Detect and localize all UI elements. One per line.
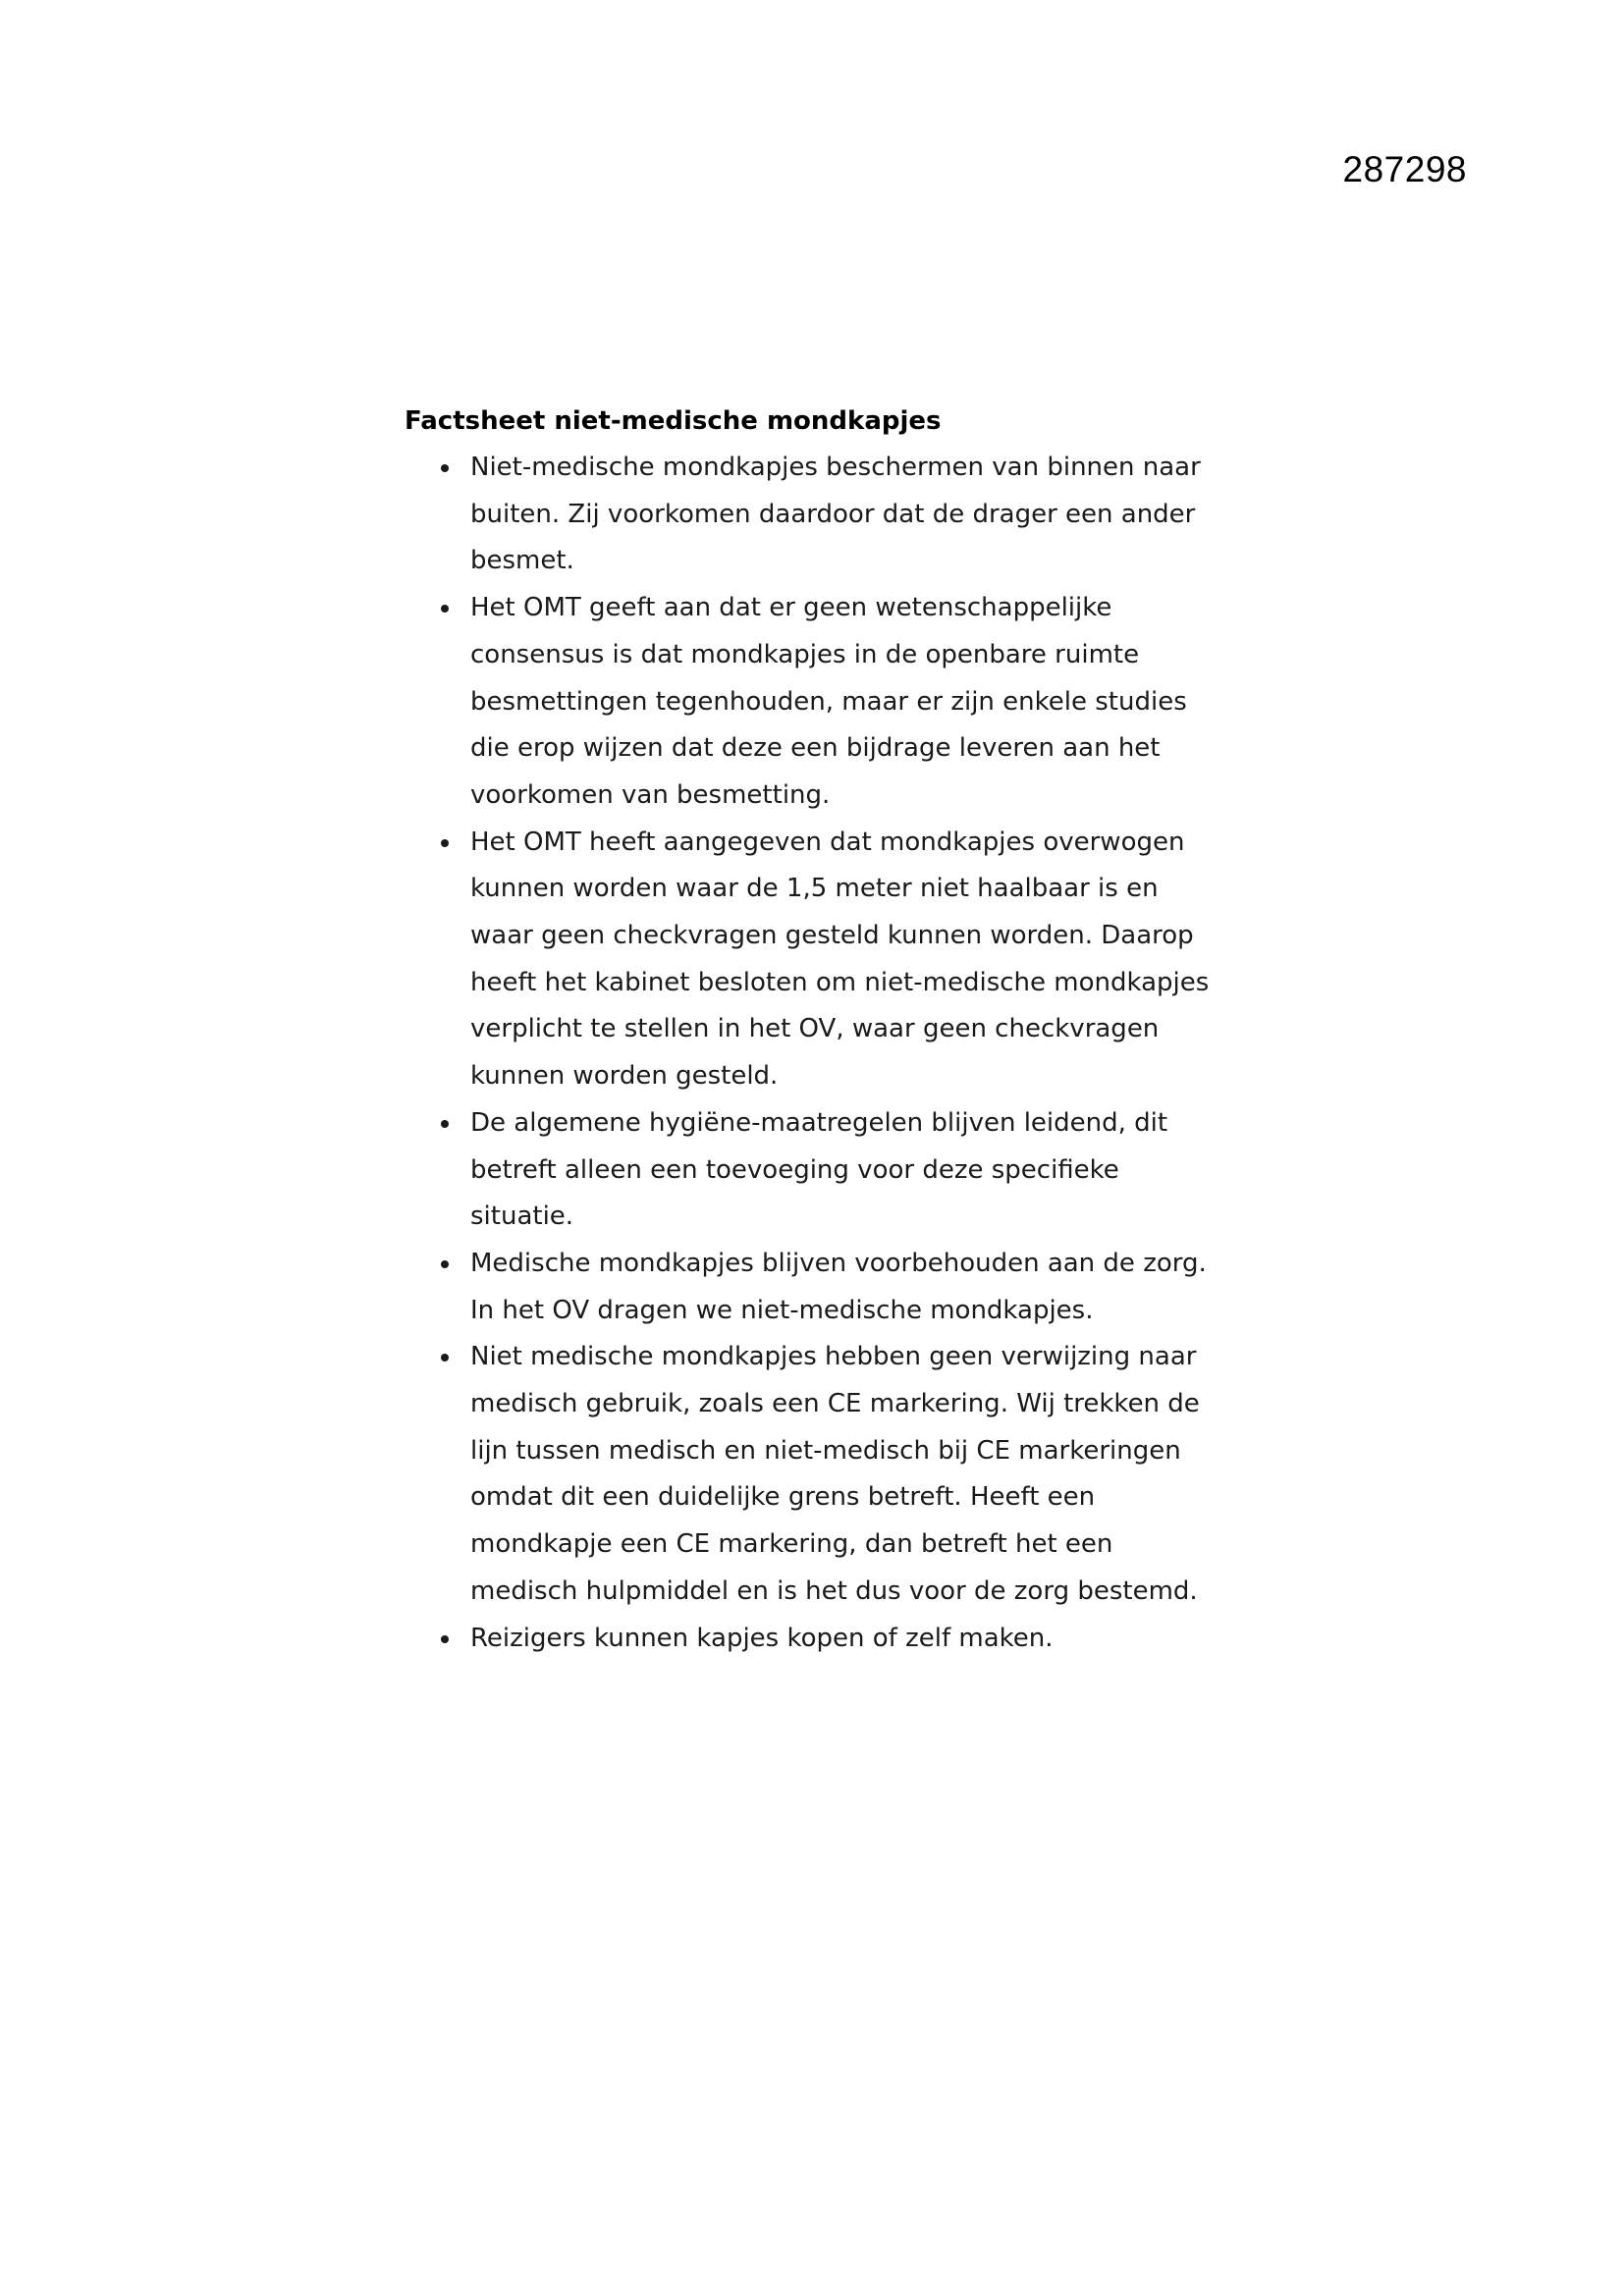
factsheet-title: Factsheet niet-medische mondkapjes	[405, 406, 942, 436]
factsheet-body	[405, 398, 1249, 1662]
bullet-line: De algemene hygiëne-maatregelen blijven leidend, dit	[470, 1107, 1168, 1138]
bullet-line: voorkomen van besmetting.	[470, 779, 831, 810]
bullet-line: Het OMT geeft aan dat er geen wetenschappelijke	[470, 593, 1112, 623]
bullet-line: Het OMT heeft aangegeven dat mondkapjes overwogen	[470, 827, 1185, 857]
bullet-line: heeft het kabinet besloten om niet-medische mondkapjes	[470, 967, 1210, 997]
bullet-line: Medische mondkapjes blijven voorbehouden aan de zorg.	[470, 1248, 1207, 1278]
bullet-line: besmettingen tegenhouden, maar er zijn enkele studies	[470, 686, 1187, 717]
bullet-item	[405, 1100, 1249, 1241]
document-number: 287298	[1342, 149, 1467, 189]
bullet-item	[405, 585, 1249, 820]
bullet-line: verplicht te stellen in het OV, waar geen checkvragen	[470, 1014, 1160, 1044]
bullet-line: omdat dit een duidelijke grens betreft. Heeft een	[470, 1482, 1096, 1513]
bullet-line: die erop wijzen dat deze een bijdrage leveren aan het	[470, 733, 1161, 764]
bullet-line: kunnen worden gesteld.	[470, 1061, 779, 1092]
bullet-line: Niet-medische mondkapjes beschermen van binnen naar	[470, 453, 1201, 482]
bullet-item	[405, 445, 1249, 585]
bullet-line: kunnen worden waar de 1,5 meter niet haalbaar is en	[470, 874, 1159, 904]
bullet-line: mondkapje een CE markering, dan betreft het een	[470, 1529, 1113, 1560]
bullet-line: situatie.	[470, 1201, 574, 1232]
bullet-item	[405, 1334, 1249, 1615]
bullet-item	[405, 820, 1249, 1100]
bullet-line: medisch gebruik, zoals een CE markering. Wij trekken de	[470, 1389, 1200, 1419]
bullet-list	[405, 445, 1249, 1662]
bullet-line: waar geen checkvragen gesteld kunnen worden. Daarop	[470, 921, 1194, 951]
bullet-item	[405, 1616, 1249, 1663]
bullet-item	[405, 1241, 1249, 1334]
bullet-line: Reizigers kunnen kapjes kopen of zelf maken.	[470, 1623, 1054, 1653]
bullet-line: In het OV dragen we niet-medische mondkapjes.	[470, 1295, 1094, 1325]
bullet-line: medisch hulpmiddel en is het dus voor de zorg bestemd.	[470, 1575, 1198, 1606]
bullet-line: lijn tussen medisch en niet-medisch bij CE markeringen	[470, 1435, 1181, 1466]
bullet-line: Niet medische mondkapjes hebben geen verwijzing naar	[470, 1342, 1197, 1372]
bullet-line: buiten. Zij voorkomen daardoor dat de drager een ander	[470, 499, 1196, 529]
bullet-line: betreft alleen een toevoeging voor deze specifieke	[470, 1154, 1119, 1185]
bullet-line: consensus is dat mondkapjes in de openbare ruimte	[470, 639, 1140, 669]
bullet-line: besmet.	[470, 546, 574, 576]
